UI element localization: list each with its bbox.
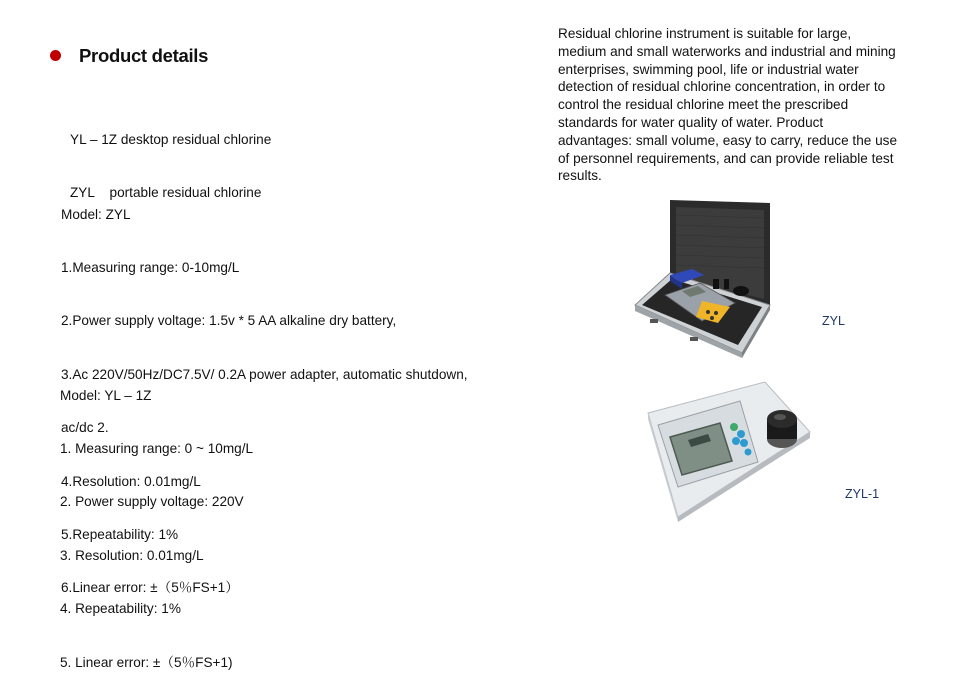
spec-line: 5.Repeatability: 1%	[61, 526, 179, 542]
spec-line: 4. Repeatability: 1%	[60, 601, 181, 617]
spec-line: Model: YL – 1Z	[60, 387, 152, 403]
spec-line: Model: ZYL	[61, 206, 131, 222]
spec-line: 6.Linear error: ±（5％FS+1）	[61, 580, 239, 596]
spec-line: 4.Resolution: 0.01mg/L	[61, 473, 201, 489]
product-description: Residual chlorine instrument is suitable for large, medium and small waterworks and industrial and mining enterprises, swimming pool, life or industrial water detection of residual chlorine concentration, in order to control the residual chlorine meet the prescribed standards for water quality of water. Product advantages: small volume, easy to carry, reduce the use of personnel requirements, and can provide reliable test results.	[558, 26, 898, 184]
spec-line: 1. Measuring range: 0 ~ 10mg/L	[60, 440, 254, 456]
spec-line: 1.Measuring range: 0-10mg/L	[61, 259, 240, 275]
spec-line: 3. Resolution: 0.01mg/L	[60, 547, 204, 563]
heading-bullet	[50, 50, 61, 61]
spec-block-yl1z	[60, 351, 253, 689]
photo-caption-zyl: ZYL	[822, 314, 845, 328]
desktop-button-green	[730, 423, 738, 431]
page-title: Product details	[79, 45, 209, 66]
product-name-portable: ZYL portable residual chlorine	[70, 184, 262, 200]
spec-line: ac/dc 2.	[61, 420, 109, 436]
spec-line: 3.Ac 220V/50Hz/DC7.5V/ 0.2A power adapter, automatic shutdown,	[61, 366, 468, 382]
product-name-desktop: YL – 1Z desktop residual chlorine	[70, 131, 272, 147]
spec-line: 2. Power supply voltage: 220V	[60, 494, 244, 510]
spec-line: 5. Linear error: ±（5％FS+1)	[60, 654, 233, 670]
spec-line: 2.Power supply voltage: 1.5v * 5 AA alkaline dry battery,	[61, 313, 397, 329]
zyl-case-photo	[630, 195, 780, 360]
zyl1-desktop-photo	[640, 377, 820, 522]
photo-caption-zyl1: ZYL-1	[845, 487, 880, 501]
